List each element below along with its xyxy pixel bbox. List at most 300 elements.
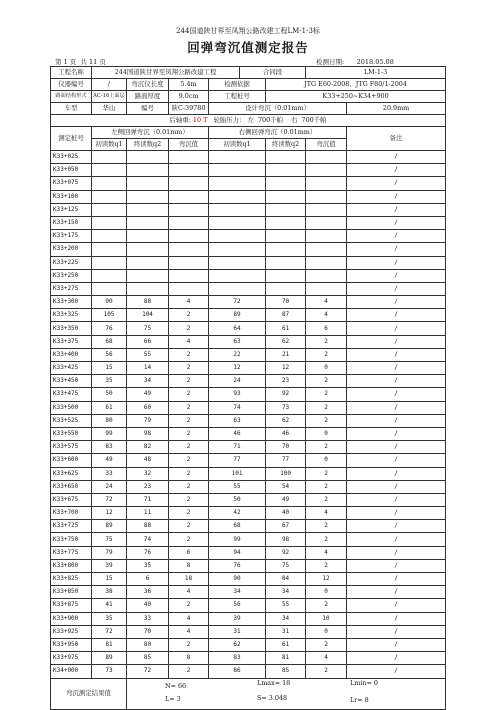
table-row: [51, 480, 446, 493]
table-row: [51, 533, 446, 546]
station-cell: K33+300: [51, 296, 92, 309]
left-deflection-cell: 2: [169, 638, 209, 651]
right-final-cell: [266, 230, 306, 243]
remark-cell: /: [347, 665, 446, 678]
left-initial-cell: [92, 190, 127, 203]
right-initial-cell: [209, 164, 266, 177]
station-cell: K33+075: [51, 177, 92, 190]
right-initial-cell: [209, 230, 266, 243]
left-initial-cell: 79: [92, 546, 127, 559]
table-row: [51, 177, 446, 190]
left-initial-cell: [92, 151, 127, 164]
table-row: [51, 493, 446, 506]
test-date: 2018.05.08: [356, 58, 394, 66]
left-final-cell: 55: [127, 348, 169, 361]
right-final-cell: 34: [266, 586, 306, 599]
remark-cell: /: [347, 216, 446, 229]
station-cell: K33+875: [51, 599, 92, 612]
left-deflection-cell: 4: [169, 335, 209, 348]
table-row: [51, 546, 446, 559]
left-initial-cell: 75: [92, 533, 127, 546]
right-final-cell: 46: [266, 427, 306, 440]
table-row: [51, 665, 446, 678]
left-initial-cell: 90: [92, 296, 127, 309]
right-final-cell: 62: [266, 414, 306, 427]
station-cell: K33+525: [51, 414, 92, 427]
right-initial-cell: 99: [209, 533, 266, 546]
right-final-cell: [266, 151, 306, 164]
remark-cell: /: [347, 230, 446, 243]
right-deflection-cell: 2: [306, 493, 347, 506]
right-initial-cell: 55: [209, 480, 266, 493]
right-deflection-cell: 2: [306, 375, 347, 388]
left-initial-cell: 12: [92, 507, 127, 520]
right-initial-cell: 93: [209, 388, 266, 401]
right-final-cell: 21: [266, 348, 306, 361]
station-cell: K33+200: [51, 243, 92, 256]
right-final-cell: 92: [266, 388, 306, 401]
remark-cell: /: [347, 296, 446, 309]
left-initial-cell: 83: [92, 441, 127, 454]
left-initial-cell: [92, 177, 127, 190]
right-final-cell: 40: [266, 507, 306, 520]
right-deflection-cell: [306, 177, 347, 190]
right-initial-cell: 76: [209, 559, 266, 572]
table-row: [51, 401, 446, 414]
right-initial-cell: 89: [209, 309, 266, 322]
left-deflection-cell: 4: [169, 625, 209, 638]
remark-cell: /: [347, 362, 446, 375]
right-final-cell: 61: [266, 638, 306, 651]
left-initial-cell: 61: [92, 401, 127, 414]
left-final-cell: 88: [127, 520, 169, 533]
station-cell: K33+375: [51, 335, 92, 348]
left-initial-cell: [92, 164, 127, 177]
right-deflection-cell: 4: [306, 309, 347, 322]
left-final-cell: 72: [127, 665, 169, 678]
right-deflection-cell: 0: [306, 625, 347, 638]
table-row: [51, 348, 446, 361]
table-row: [51, 625, 446, 638]
table-row: [51, 454, 446, 467]
table-row: [51, 652, 446, 665]
left-final-cell: 14: [127, 362, 169, 375]
right-final-cell: 67: [266, 520, 306, 533]
basis-label: 检测依据: [209, 79, 266, 91]
right-initial-cell: 24: [209, 375, 266, 388]
axle-load: 10 T: [192, 116, 208, 125]
left-final-cell: 33: [127, 612, 169, 625]
right-initial-cell: 22: [209, 348, 266, 361]
remark-cell: /: [347, 375, 446, 388]
right-deflection-cell: 4: [306, 652, 347, 665]
remark-cell: /: [347, 441, 446, 454]
right-deflection-cell: 2: [306, 348, 347, 361]
left-initial-cell: 81: [92, 638, 127, 651]
page-mid: 页: [69, 58, 77, 66]
result-n: N= 66: [165, 681, 187, 690]
station-cell: K33+500: [51, 401, 92, 414]
left-final-cell: [127, 164, 169, 177]
left-initial-cell: 89: [92, 520, 127, 533]
left-initial-cell: 39: [92, 559, 127, 572]
right-deflection-cell: 2: [306, 559, 347, 572]
result-values: [127, 678, 446, 709]
remark-cell: /: [347, 269, 446, 282]
station-cell: K33+450: [51, 375, 92, 388]
project-name: 244国道陕甘界至凤翔公路改建工程: [92, 67, 240, 79]
left-initial-cell: [92, 216, 127, 229]
right-initial-cell: 62: [209, 638, 266, 651]
project-label: 工程名称: [51, 67, 92, 79]
right-initial-cell: 72: [209, 296, 266, 309]
right-final-cell: 75: [266, 559, 306, 572]
right-deflection-cell: [306, 164, 347, 177]
left-deflection-cell: 2: [169, 599, 209, 612]
table-row: [51, 586, 446, 599]
right-final-cell: 70: [266, 441, 306, 454]
right-initial-cell: [209, 269, 266, 282]
left-final-cell: 104: [127, 309, 169, 322]
left-deflection-cell: [169, 177, 209, 190]
left-deflection-cell: 2: [169, 480, 209, 493]
station-cell: K33+050: [51, 164, 92, 177]
total-pages: 11: [89, 58, 98, 66]
right-deflection-cell: [306, 151, 347, 164]
remark-cell: /: [347, 612, 446, 625]
station-cell: K33+150: [51, 216, 92, 229]
right-initial-header: 初读数q1: [209, 139, 266, 151]
result-lmax: Lmax= 18: [257, 678, 291, 687]
left-deflection-cell: 2: [169, 507, 209, 520]
left-deflection-cell: [169, 256, 209, 269]
left-deflection-cell: 2: [169, 348, 209, 361]
right-final-cell: [266, 243, 306, 256]
right-deflection-cell: 2: [306, 480, 347, 493]
right-deflection-cell: 2: [306, 441, 347, 454]
station-cell: K33+850: [51, 586, 92, 599]
left-initial-cell: 56: [92, 348, 127, 361]
station-cell: K33+625: [51, 467, 92, 480]
project-chainage: K33+250~K34+900: [266, 91, 446, 103]
table-row: [51, 256, 446, 269]
left-final-cell: 6: [127, 573, 169, 586]
left-final-cell: 85: [127, 652, 169, 665]
remark-header: 备注: [347, 127, 446, 151]
right-final-cell: 100: [266, 467, 306, 480]
remark-cell: /: [347, 243, 446, 256]
right-final-cell: [266, 269, 306, 282]
left-group-header: 左侧回弹弯沉（0.01mm）: [92, 127, 209, 139]
instrument-label: 仪器编号: [51, 79, 92, 91]
station-cell: K33+750: [51, 533, 92, 546]
left-deflection-cell: 2: [169, 362, 209, 375]
left-final-header: 终读数q2: [127, 139, 169, 151]
tire-pressure-label: 轮胎压力：: [213, 116, 246, 125]
left-initial-cell: 49: [92, 454, 127, 467]
result-label: 弯沉测定结果值: [51, 678, 127, 709]
station-cell: K33+900: [51, 612, 92, 625]
remark-cell: /: [347, 507, 446, 520]
remark-cell: /: [347, 164, 446, 177]
table-row: [51, 362, 446, 375]
remark-cell: /: [347, 401, 446, 414]
left-initial-cell: 72: [92, 493, 127, 506]
right-deflection-cell: 2: [306, 665, 347, 678]
left-initial-cell: 41: [92, 599, 127, 612]
right-final-cell: 61: [266, 322, 306, 335]
station-cell: K33+100: [51, 190, 92, 203]
right-initial-cell: 101: [209, 467, 266, 480]
station-header: 测定桩号: [51, 127, 92, 151]
right-final-cell: 81: [266, 652, 306, 665]
right-final-cell: 85: [266, 665, 306, 678]
station-cell: K33+250: [51, 269, 92, 282]
table-row: [51, 559, 446, 572]
table-row: [51, 441, 446, 454]
left-initial-cell: [92, 269, 127, 282]
right-deflection-cell: 2: [306, 388, 347, 401]
right-deflection-cell: 0: [306, 362, 347, 375]
right-initial-cell: 63: [209, 335, 266, 348]
left-final-cell: 60: [127, 401, 169, 414]
left-final-cell: 70: [127, 625, 169, 638]
right-deflection-cell: 2: [306, 401, 347, 414]
remark-cell: /: [347, 388, 446, 401]
left-final-cell: 49: [127, 388, 169, 401]
right-final-cell: [266, 256, 306, 269]
contract-label: 合同段: [240, 67, 306, 79]
right-deflection-cell: 2: [306, 335, 347, 348]
right-initial-cell: [209, 177, 266, 190]
left-initial-cell: 80: [92, 414, 127, 427]
structure-label: 路面结构形式: [51, 91, 92, 103]
left-final-cell: 88: [127, 296, 169, 309]
left-initial-cell: [92, 243, 127, 256]
remark-cell: /: [347, 467, 446, 480]
remark-cell: /: [347, 203, 446, 216]
table-row: [51, 151, 446, 164]
left-initial-cell: 38: [92, 586, 127, 599]
remark-cell: /: [347, 348, 446, 361]
axle-load-label: 后轴重:: [169, 116, 191, 125]
right-deflection-cell: 0: [306, 427, 347, 440]
right-deflection-cell: [306, 243, 347, 256]
station-cell: K33+425: [51, 362, 92, 375]
table-row: [51, 230, 446, 243]
right-initial-cell: 94: [209, 546, 266, 559]
table-row: [51, 388, 446, 401]
thickness-label: 路面厚度: [127, 91, 169, 103]
right-initial-cell: 56: [209, 599, 266, 612]
right-final-cell: 70: [266, 296, 306, 309]
right-initial-cell: [209, 282, 266, 295]
right-initial-cell: 64: [209, 322, 266, 335]
right-final-cell: 31: [266, 625, 306, 638]
right-final-cell: 34: [266, 612, 306, 625]
left-final-cell: 40: [127, 599, 169, 612]
left-deflection-cell: [169, 216, 209, 229]
station-cell: K33+225: [51, 256, 92, 269]
design-deflection-label: 设计弯沉（0.01mm）: [209, 103, 347, 115]
right-final-cell: [266, 190, 306, 203]
left-initial-cell: 73: [92, 665, 127, 678]
table-row: [51, 467, 446, 480]
right-deflection-cell: 4: [306, 296, 347, 309]
table-row: [51, 243, 446, 256]
report-caption: 244国道陕甘界至凤翔公路改建工程LM-1-3标: [176, 27, 320, 35]
right-deflection-cell: 0: [306, 586, 347, 599]
right-initial-cell: [209, 203, 266, 216]
left-initial-cell: 89: [92, 652, 127, 665]
left-final-cell: 82: [127, 441, 169, 454]
right-initial-cell: 71: [209, 441, 266, 454]
right-final-cell: [266, 177, 306, 190]
tire-left-label: 左: [247, 116, 254, 125]
chainage-label: 工程桩号: [209, 91, 266, 103]
station-cell: K33+400: [51, 348, 92, 361]
right-initial-cell: [209, 243, 266, 256]
pavement-thickness: 9.0cm: [169, 91, 209, 103]
station-cell: K33+725: [51, 520, 92, 533]
right-deflection-cell: 4: [306, 546, 347, 559]
left-final-cell: [127, 243, 169, 256]
table-row: [51, 335, 446, 348]
right-deflection-cell: [306, 230, 347, 243]
station-cell: K33+350: [51, 322, 92, 335]
page-number: 1: [63, 58, 68, 66]
station-cell: K33+600: [51, 454, 92, 467]
vehicle-label: 车型: [51, 103, 92, 115]
left-deflection-cell: 2: [169, 493, 209, 506]
remark-cell: /: [347, 520, 446, 533]
left-deflection-cell: 2: [169, 322, 209, 335]
left-final-cell: 76: [127, 546, 169, 559]
left-final-cell: 74: [127, 533, 169, 546]
remark-cell: /: [347, 151, 446, 164]
table-row: [51, 599, 446, 612]
station-cell: K33+550: [51, 427, 92, 440]
station-cell: K33+800: [51, 559, 92, 572]
left-deflection-cell: 2: [169, 427, 209, 440]
station-cell: K34+000: [51, 665, 92, 678]
table-row: [51, 520, 446, 533]
right-initial-cell: 74: [209, 401, 266, 414]
left-final-cell: 35: [127, 559, 169, 572]
right-deflection-cell: 2: [306, 414, 347, 427]
station-cell: K33+125: [51, 203, 92, 216]
remark-cell: /: [347, 322, 446, 335]
left-deflection-cell: 8: [169, 559, 209, 572]
pavement-structure: AC-16上面层: [92, 91, 127, 103]
right-final-cell: 77: [266, 454, 306, 467]
left-deflection-header: 弯沉值: [169, 139, 209, 151]
left-deflection-cell: 2: [169, 454, 209, 467]
right-deflection-cell: 6: [306, 322, 347, 335]
table-row: [51, 309, 446, 322]
remark-cell: /: [347, 573, 446, 586]
left-deflection-cell: [169, 230, 209, 243]
table-row: [51, 203, 446, 216]
right-final-header: 终读数q2: [266, 139, 306, 151]
right-initial-cell: [209, 151, 266, 164]
right-final-cell: 55: [266, 599, 306, 612]
right-final-cell: 62: [266, 335, 306, 348]
left-deflection-cell: 2: [169, 388, 209, 401]
left-initial-cell: 24: [92, 480, 127, 493]
remark-cell: /: [347, 493, 446, 506]
remark-cell: /: [347, 454, 446, 467]
remark-cell: /: [347, 177, 446, 190]
station-cell: K33+675: [51, 493, 92, 506]
left-initial-cell: 35: [92, 375, 127, 388]
left-deflection-cell: 18: [169, 573, 209, 586]
station-cell: K33+975: [51, 652, 92, 665]
left-initial-cell: 99: [92, 427, 127, 440]
table-row: [51, 573, 446, 586]
right-initial-cell: [209, 190, 266, 203]
right-initial-cell: 77: [209, 454, 266, 467]
left-deflection-cell: 2: [169, 533, 209, 546]
right-initial-cell: [209, 256, 266, 269]
table-row: [51, 164, 446, 177]
left-deflection-cell: [169, 269, 209, 282]
remark-cell: /: [347, 282, 446, 295]
result-lr: Lr= 8: [350, 695, 369, 704]
right-deflection-cell: 2: [306, 533, 347, 546]
left-initial-cell: [92, 230, 127, 243]
right-initial-cell: 90: [209, 573, 266, 586]
right-deflection-cell: [306, 256, 347, 269]
right-final-cell: 87: [266, 309, 306, 322]
right-deflection-cell: [306, 282, 347, 295]
left-deflection-cell: [169, 151, 209, 164]
remark-cell: /: [347, 559, 446, 572]
left-initial-header: 初读数q1: [92, 139, 127, 151]
deflection-table: [50, 66, 446, 710]
vehicle-type: 华山: [92, 103, 127, 115]
right-final-cell: [266, 216, 306, 229]
tire-right-pressure: 700千帕: [301, 116, 327, 125]
left-final-cell: 71: [127, 493, 169, 506]
table-row: [51, 322, 446, 335]
station-cell: K33+325: [51, 309, 92, 322]
tire-right-label: 右: [291, 116, 298, 125]
remark-cell: /: [347, 638, 446, 651]
station-cell: K33+700: [51, 507, 92, 520]
station-cell: K33+575: [51, 441, 92, 454]
total-prefix: 共: [80, 58, 87, 66]
page-info: [55, 57, 106, 66]
left-deflection-cell: 2: [169, 414, 209, 427]
left-final-cell: [127, 256, 169, 269]
instrument-number: /: [92, 79, 127, 91]
left-deflection-cell: 2: [169, 520, 209, 533]
left-deflection-cell: 8: [169, 652, 209, 665]
right-initial-cell: 68: [209, 520, 266, 533]
beam-length: 5.4m: [169, 79, 209, 91]
left-initial-cell: 50: [92, 388, 127, 401]
remark-cell: /: [347, 309, 446, 322]
left-deflection-cell: 2: [169, 375, 209, 388]
table-row: [51, 638, 446, 651]
contract-section: LM-1-3: [306, 67, 446, 79]
right-initial-cell: 83: [209, 652, 266, 665]
right-deflection-cell: 2: [306, 520, 347, 533]
station-cell: K33+275: [51, 282, 92, 295]
left-final-cell: [127, 230, 169, 243]
left-initial-cell: 105: [92, 309, 127, 322]
